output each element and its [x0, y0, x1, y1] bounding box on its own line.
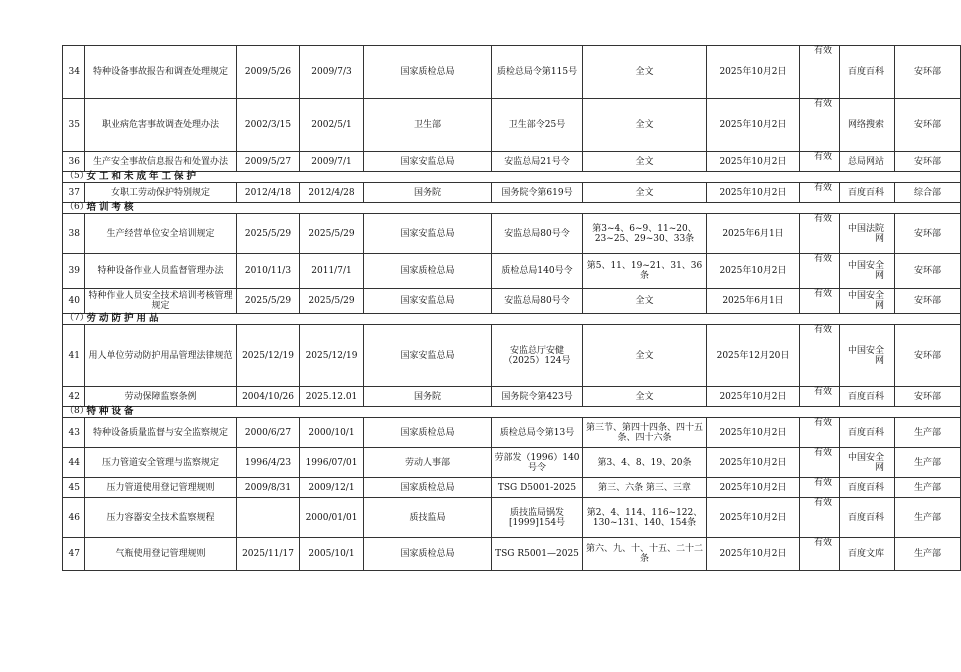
review-date: 2025年6月1日 — [707, 289, 800, 314]
issue-date: 2004/10/26 — [237, 387, 300, 407]
effective-date: 2025/12/19 — [300, 325, 364, 387]
row-number: 38 — [63, 214, 85, 254]
issuing-department: 国家安监总局 — [364, 214, 492, 254]
section-title: 劳动防护用品 — [85, 314, 895, 325]
effective-date: 2002/5/1 — [300, 99, 364, 152]
regulation-name: 女职工劳动保护特别规定 — [85, 183, 237, 203]
document-number: TSG R5001—2025 — [492, 538, 583, 571]
regulation-name: 生产安全事故信息报告和处置办法 — [85, 152, 237, 172]
responsible-department: 生产部 — [895, 538, 961, 571]
document-number: 国务院令第619号 — [492, 183, 583, 203]
table-row — [63, 498, 961, 538]
issuing-department: 卫生部 — [364, 99, 492, 152]
effective-date: 2025/5/29 — [300, 214, 364, 254]
issue-date: 2025/5/29 — [237, 289, 300, 314]
source: 百度百科 — [840, 46, 895, 99]
regulation-name: 用人单位劳动防护用品管理法律规范 — [85, 325, 237, 387]
validity-status: 有效 — [800, 254, 840, 289]
regulation-name: 职业病危害事故调查处理办法 — [85, 99, 237, 152]
document-number: 安监总厅安健（2025）124号 — [492, 325, 583, 387]
issuing-department: 国家质检总局 — [364, 254, 492, 289]
responsible-department: 安环部 — [895, 387, 961, 407]
document-number: 质技监局锅发[1999]154号 — [492, 498, 583, 538]
effective-date: 2012/4/28 — [300, 183, 364, 203]
row-number: 42 — [63, 387, 85, 407]
table-row — [63, 418, 961, 448]
regulation-table — [62, 45, 961, 571]
effective-date: 2009/7/3 — [300, 46, 364, 99]
regulation-name: 压力管道使用登记管理规则 — [85, 478, 237, 498]
responsible-department: 安环部 — [895, 289, 961, 314]
applicable-clauses: 第5、11、19~21、31、36条 — [583, 254, 707, 289]
table-row — [63, 183, 961, 203]
section-title: 特种设备 — [85, 407, 895, 418]
review-date: 2025年10月2日 — [707, 46, 800, 99]
applicable-clauses: 第2、4、114、116~122、130~131、140、154条 — [583, 498, 707, 538]
row-number: 40 — [63, 289, 85, 314]
issuing-department: 国家安监总局 — [364, 152, 492, 172]
section-row — [63, 203, 961, 214]
source: 中国法院网 — [840, 214, 895, 254]
regulation-name: 气瓶使用登记管理规则 — [85, 538, 237, 571]
section-number: （6） — [63, 203, 85, 214]
regulation-table-sheet — [62, 45, 940, 571]
responsible-department: 生产部 — [895, 498, 961, 538]
issue-date: 2025/11/17 — [237, 538, 300, 571]
source: 中国安全网 — [840, 254, 895, 289]
issuing-department: 国家质检总局 — [364, 478, 492, 498]
applicable-clauses: 全文 — [583, 152, 707, 172]
section-number: （8） — [63, 407, 85, 418]
review-date: 2025年10月2日 — [707, 183, 800, 203]
effective-date: 2009/12/1 — [300, 478, 364, 498]
responsible-department: 安环部 — [895, 99, 961, 152]
validity-status: 有效 — [800, 214, 840, 254]
applicable-clauses: 全文 — [583, 99, 707, 152]
table-row — [63, 99, 961, 152]
table-row — [63, 387, 961, 407]
issue-date: 1996/4/23 — [237, 448, 300, 478]
row-number: 39 — [63, 254, 85, 289]
row-number: 45 — [63, 478, 85, 498]
issuing-department: 国务院 — [364, 387, 492, 407]
document-number: 质检总局令第115号 — [492, 46, 583, 99]
responsible-department: 综合部 — [895, 183, 961, 203]
row-number: 36 — [63, 152, 85, 172]
section-row — [63, 407, 961, 418]
responsible-department: 生产部 — [895, 418, 961, 448]
validity-status: 有效 — [800, 152, 840, 172]
responsible-department: 安环部 — [895, 254, 961, 289]
document-number: 安监总局80号令 — [492, 214, 583, 254]
validity-status: 有效 — [800, 289, 840, 314]
table-row — [63, 214, 961, 254]
validity-status: 有效 — [800, 478, 840, 498]
issuing-department: 国家质检总局 — [364, 538, 492, 571]
applicable-clauses: 第六、九、十、十五、二十二条 — [583, 538, 707, 571]
source: 中国安全网 — [840, 325, 895, 387]
document-number: 卫生部令25号 — [492, 99, 583, 152]
validity-status: 有效 — [800, 387, 840, 407]
effective-date: 2000/10/1 — [300, 418, 364, 448]
validity-status: 有效 — [800, 538, 840, 571]
responsible-department: 安环部 — [895, 152, 961, 172]
source: 中国安全网 — [840, 448, 895, 478]
responsible-department: 生产部 — [895, 448, 961, 478]
section-empty-cell — [895, 203, 961, 214]
row-number: 43 — [63, 418, 85, 448]
source: 百度百科 — [840, 183, 895, 203]
document-number: 质检总局140号令 — [492, 254, 583, 289]
issue-date — [237, 498, 300, 538]
effective-date: 2009/7/1 — [300, 152, 364, 172]
review-date: 2025年12月20日 — [707, 325, 800, 387]
review-date: 2025年10月2日 — [707, 448, 800, 478]
applicable-clauses: 全文 — [583, 387, 707, 407]
section-number: （7） — [63, 314, 85, 325]
issue-date: 2002/3/15 — [237, 99, 300, 152]
section-empty-cell — [895, 314, 961, 325]
document-number: 安监总局80号令 — [492, 289, 583, 314]
issuing-department: 国家质检总局 — [364, 46, 492, 99]
row-number: 37 — [63, 183, 85, 203]
row-number: 35 — [63, 99, 85, 152]
validity-status: 有效 — [800, 183, 840, 203]
table-row — [63, 152, 961, 172]
table-row — [63, 478, 961, 498]
applicable-clauses: 第三、六条 第三、三章 — [583, 478, 707, 498]
document-number: 安监总局21号令 — [492, 152, 583, 172]
review-date: 2025年10月2日 — [707, 498, 800, 538]
applicable-clauses: 全文 — [583, 325, 707, 387]
issuing-department: 国家安监总局 — [364, 325, 492, 387]
validity-status: 有效 — [800, 418, 840, 448]
responsible-department: 安环部 — [895, 214, 961, 254]
row-number: 47 — [63, 538, 85, 571]
effective-date: 2025/5/29 — [300, 289, 364, 314]
review-date: 2025年10月2日 — [707, 254, 800, 289]
section-row — [63, 172, 961, 183]
table-row — [63, 538, 961, 571]
effective-date: 2011/7/1 — [300, 254, 364, 289]
applicable-clauses: 全文 — [583, 183, 707, 203]
document-number: TSG D5001-2025 — [492, 478, 583, 498]
applicable-clauses: 第三节、第四十四条、四十五条、四十六条 — [583, 418, 707, 448]
source: 百度百科 — [840, 387, 895, 407]
review-date: 2025年10月2日 — [707, 152, 800, 172]
regulation-name: 劳动保障监察条例 — [85, 387, 237, 407]
review-date: 2025年10月2日 — [707, 538, 800, 571]
source: 网络搜索 — [840, 99, 895, 152]
table-row — [63, 46, 961, 99]
row-number: 41 — [63, 325, 85, 387]
issue-date: 2009/8/31 — [237, 478, 300, 498]
document-number: 国务院令第423号 — [492, 387, 583, 407]
issue-date: 2010/11/3 — [237, 254, 300, 289]
validity-status: 有效 — [800, 325, 840, 387]
review-date: 2025年10月2日 — [707, 418, 800, 448]
issue-date: 2009/5/26 — [237, 46, 300, 99]
regulation-name: 生产经营单位安全培训规定 — [85, 214, 237, 254]
applicable-clauses: 第3、4、8、19、20条 — [583, 448, 707, 478]
source: 总局网站 — [840, 152, 895, 172]
regulation-name: 压力管道安全管理与监察规定 — [85, 448, 237, 478]
regulation-name: 特种设备作业人员监督管理办法 — [85, 254, 237, 289]
applicable-clauses: 第3~4、6~9、11~20、23~25、29~30、33条 — [583, 214, 707, 254]
row-number: 44 — [63, 448, 85, 478]
document-number: 质检总局令第13号 — [492, 418, 583, 448]
section-title: 培训考核 — [85, 203, 895, 214]
validity-status: 有效 — [800, 99, 840, 152]
effective-date: 1996/07/01 — [300, 448, 364, 478]
regulation-name: 特种作业人员安全技术培训考核管理规定 — [85, 289, 237, 314]
table-row — [63, 289, 961, 314]
issuing-department: 国务院 — [364, 183, 492, 203]
issuing-department: 劳动人事部 — [364, 448, 492, 478]
table-row — [63, 325, 961, 387]
section-empty-cell — [895, 172, 961, 183]
table-row — [63, 448, 961, 478]
issue-date: 2025/5/29 — [237, 214, 300, 254]
responsible-department: 生产部 — [895, 478, 961, 498]
effective-date: 2005/10/1 — [300, 538, 364, 571]
regulation-name: 特种设备质量监督与安全监察规定 — [85, 418, 237, 448]
review-date: 2025年10月2日 — [707, 478, 800, 498]
review-date: 2025年10月2日 — [707, 387, 800, 407]
validity-status: 有效 — [800, 448, 840, 478]
applicable-clauses: 全文 — [583, 46, 707, 99]
issue-date: 2012/4/18 — [237, 183, 300, 203]
regulation-name: 压力容器安全技术监察规程 — [85, 498, 237, 538]
issue-date: 2009/5/27 — [237, 152, 300, 172]
row-number: 46 — [63, 498, 85, 538]
section-empty-cell — [895, 407, 961, 418]
section-title: 女工和未成年工保护 — [85, 172, 895, 183]
issuing-department: 国家安监总局 — [364, 289, 492, 314]
table-row — [63, 254, 961, 289]
document-number: 劳部发（1996）140号令 — [492, 448, 583, 478]
applicable-clauses: 全文 — [583, 289, 707, 314]
issue-date: 2025/12/19 — [237, 325, 300, 387]
validity-status: 有效 — [800, 498, 840, 538]
table-body — [63, 46, 961, 571]
source: 百度百科 — [840, 478, 895, 498]
issuing-department: 国家质检总局 — [364, 418, 492, 448]
regulation-name: 特种设备事故报告和调查处理规定 — [85, 46, 237, 99]
responsible-department: 安环部 — [895, 325, 961, 387]
review-date: 2025年6月1日 — [707, 214, 800, 254]
source: 百度百科 — [840, 498, 895, 538]
review-date: 2025年10月2日 — [707, 99, 800, 152]
source: 中国安全网 — [840, 289, 895, 314]
row-number: 34 — [63, 46, 85, 99]
responsible-department: 安环部 — [895, 46, 961, 99]
effective-date: 2000/01/01 — [300, 498, 364, 538]
issuing-department: 质技监局 — [364, 498, 492, 538]
validity-status: 有效 — [800, 46, 840, 99]
section-row — [63, 314, 961, 325]
source: 百度百科 — [840, 418, 895, 448]
source: 百度文库 — [840, 538, 895, 571]
effective-date: 2025.12.01 — [300, 387, 364, 407]
section-number: （5） — [63, 172, 85, 183]
issue-date: 2000/6/27 — [237, 418, 300, 448]
